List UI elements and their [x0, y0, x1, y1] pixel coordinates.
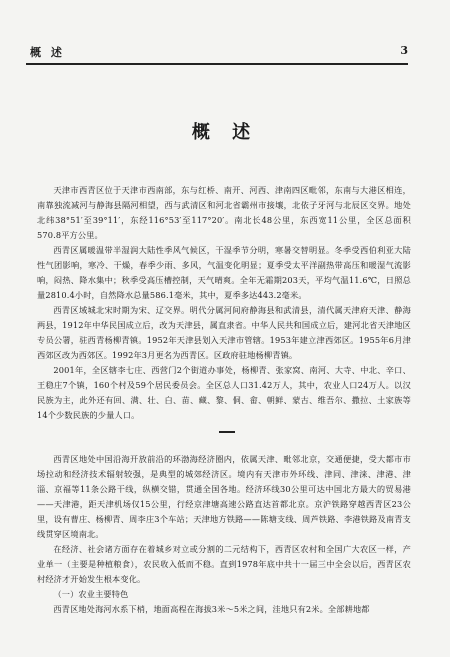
paragraph-climate: 西青区属暖温带半湿润大陆性季风气候区，干湿季节分明，寒暑交替明显。冬季受西伯利亚大陆性气团影响，寒冷、干燥，春季少雨、多风，气温变化明显；夏季受太平洋副热带高压和暖湿气流影响，闷热、降水集中；秋季受高压槽控制，天气晴爽。全年无霜期203天，平均气温11.6℃，日照总量2810.4小时，自然降水总量586.1毫米，其中，夏季多达443.2毫米。: [37, 245, 411, 300]
chapter-title: 概 述: [191, 122, 259, 143]
subsection-heading: （一）农业主要特色: [53, 589, 129, 599]
paragraph-history: 西青区域城北宋时期为宋、辽交界。明代分属河间府静海县和武清县，清代属天津府天津、静海两县，1912年中华民国成立后，改为天津县，属直隶省。中华人民共和国成立后，建河北省天津地区专员公署，驻西青杨柳青镇。1952年天津县划入天津市管辖。1953年建立津西郊区。1955年6月津西郊区改为西郊区。1992年3月更名为西青区。区政府驻地杨柳青镇。: [37, 305, 411, 360]
paragraph-economy-location: 西青区地处中国沿海开放前沿的环渤海经济圈内，依属天津、毗邻北京，交通便捷，受大都市市场拉动和经济技术辐射较强，是典型的城郊经济区。境内有天津市外环线、津同、津涞、津港、津淄、京福等11条公路干线，纵横交错，贯通全国各地。经济环线30公里可达中国北方最大的贸易港——天津港，距天津机场仅15公里，行经京津塘高速公路直达首都北京。京沪铁路穿越西青区23公里，设有曹庄、杨柳青、周李庄3个车站；天津地方铁路——陈塘支线、周芦铁路、李港铁路及南青支线贯穿区境南北。: [37, 454, 411, 539]
paragraph-population: 2001年，全区辖李七庄、西营门2个街道办事处，杨柳青、张家窝、南河、大寺、中北、辛口、王稳庄7个镇，160个村及59个居民委员会。全区总人口31.42万人，其中，农业人口24万人。以汉民族为主，此外还有回、满、壮、白、苗、藏、黎、侗、畲、朝鲜、蒙古、维吾尔、撒拉、土家族等14个少数民族的少量人口。: [37, 365, 411, 420]
section-marker: [219, 431, 235, 433]
paragraph-economy-change: 在经济、社会诸方面存在着城乡对立或分割的二元结构下，西青区农村和全国广大农区一样，产业单一（主要是种植粮食），农民收入低而不稳。直到1978年底中共十一届三中全会以后，西青区农村经济才开始发生根本变化。: [37, 544, 411, 584]
header-rule: [26, 63, 408, 65]
running-head-section: 概 述: [30, 46, 65, 59]
page-number: 3: [400, 44, 408, 57]
paragraph-agriculture-start: 西青区地处海河水系下梢，地面高程在海拔3米～5米之间，洼地只有2米。全部耕地都: [53, 604, 370, 614]
intro-section: [37, 183, 411, 420]
paragraph-location: 天津市西青区位于天津市西南部，东与红桥、南开、河西、津南四区毗邻，东南与大港区相连，南靠独流减河与静海县隔河相望，西与武清区和河北省霸州市接壤，北依子牙河与北辰区交界。地处北纬38°51′至39°11′，东经116°53′至117°20′。南北长48公里，东西宽11公里，全区总面积570.8平方公里。: [37, 185, 411, 240]
economy-section: [37, 452, 411, 652]
running-head: [26, 44, 408, 62]
